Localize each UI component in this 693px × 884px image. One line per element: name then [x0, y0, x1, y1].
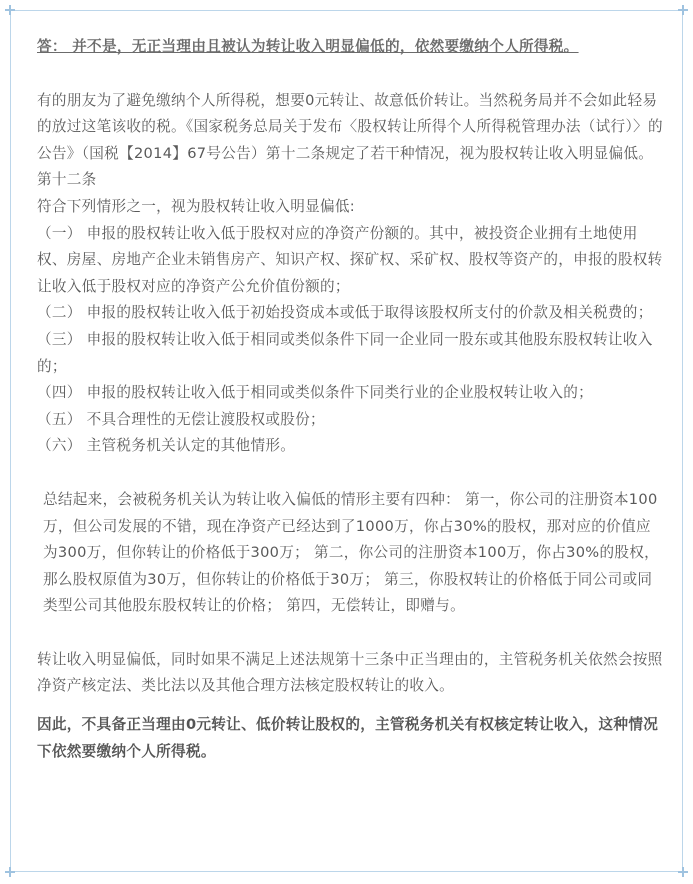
clause-item: （三） 申报的股权转让收入低于相同或类似条件下同一企业同一股东或其他股东股权转让收入的；	[37, 330, 653, 375]
answer-heading: 答： 并不是，无正当理由且被认为转让收入明显偏低的，依然要缴纳个人所得税。	[37, 38, 579, 55]
corner-cross-icon	[678, 5, 688, 15]
clause-item: （四） 申报的股权转让收入低于相同或类似条件下同类行业的企业股权转让收入的；	[37, 384, 594, 402]
spacer	[37, 61, 663, 88]
spacer	[37, 460, 663, 487]
conclusion-paragraph: 因此，不具备正当理由0元转让、低价转让股权的，主管税务机关有权核定转让收入，这种情况下依然要缴纳个人所得税。	[37, 716, 659, 760]
clause-item: （一） 申报的股权转让收入低于股权对应的净资产份额的。其中，被投资企业拥有土地使用权、房屋、房地产企业未销售房产、知识产权、探矿权、采矿权、股权等资产的，申报的股权转让收入低于股权对应的净资产公允价值份额的；	[37, 224, 663, 295]
summary-paragraph: 总结起来，会被税务机关认为转让收入偏低的情形主要有四种： 第一，你公司的注册资本100万，但公司发展的不错，现在净资产已经达到了1000万，你占30%的股权，那对应的价值应为300万，但你转让的价格低于300万； 第二，你公司的注册资本100万，你占30%的股权，那么股权原值为30万，但你转让的价格低于30万； 第三，你股权转让的价格低于同公司或同类型公司其他股东股权转让的价格； 第四，无偿转让，即赠与。	[43, 490, 660, 615]
clause-item: （六） 主管税务机关认定的其他情形。	[37, 437, 296, 455]
article-title: 第十二条	[37, 171, 97, 189]
followup-paragraph: 转让收入明显偏低，同时如果不满足上述法规第十三条中正当理由的，主管税务机关依然会按照净资产核定法、类比法以及其他合理方法核定股权转让的收入。	[37, 650, 663, 695]
clause-item: （二） 申报的股权转让收入低于初始投资成本或低于取得该股权所支付的价款及相关税费的；	[37, 304, 653, 322]
spacer	[37, 620, 663, 647]
intro-paragraph: 有的朋友为了避免缴纳个人所得税，想要0元转让、故意低价转让。当然税务局并不会如此轻易的放过这笔该收的税。《国家税务总局关于发布〈股权转让所得个人所得税管理办法（试行）〉的公告》（国税【2014】67号公告）第十二条规定了若干种情况，视为股权转让收入明显偏低。	[37, 91, 663, 162]
corner-cross-icon	[5, 5, 15, 15]
spacer	[37, 700, 663, 712]
article-lead: 符合下列情形之一，视为股权转让收入明显偏低:	[37, 197, 355, 215]
article-body	[37, 34, 663, 765]
clause-item: （五） 不具合理性的无偿让渡股权或股份；	[37, 410, 325, 428]
corner-cross-icon	[678, 867, 688, 877]
corner-cross-icon	[5, 867, 15, 877]
